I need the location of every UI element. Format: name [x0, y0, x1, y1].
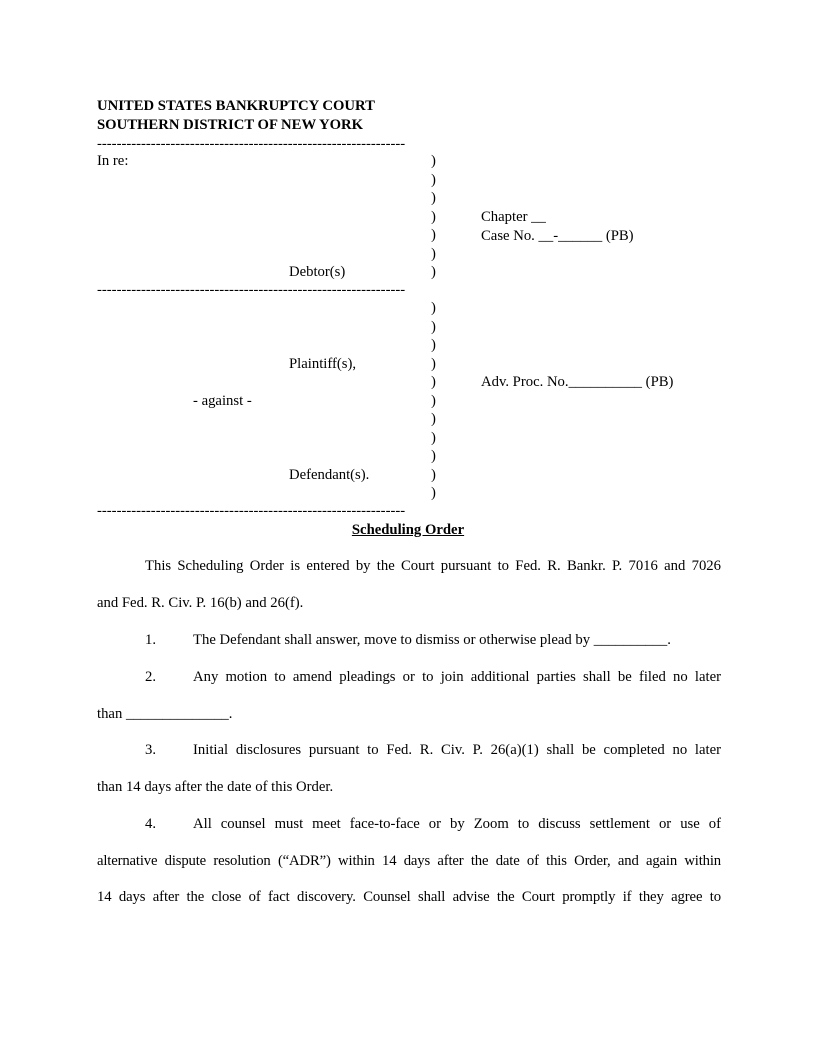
caption-paren: ) [431, 467, 436, 483]
caption-separator-top: --------------------------------------------------------------- [97, 136, 406, 152]
caption-paren: ) [431, 393, 436, 409]
caption-paren: ) [431, 227, 436, 243]
in-re-label: In re: [97, 153, 129, 169]
case-number-field: Case No. __-______ (PB) [481, 228, 634, 244]
item-1-line-1: The Defendant shall answer, move to dismiss or otherwise plead by __________. [193, 632, 671, 648]
caption-paren: ) [431, 337, 436, 353]
debtor-label: Debtor(s) [289, 264, 346, 280]
item-number: 1. [145, 632, 157, 648]
caption-paren: ) [431, 319, 436, 335]
intro-line-2: and Fed. R. Civ. P. 16(b) and 26(f). [97, 595, 304, 611]
item-number: 2. [145, 669, 157, 685]
caption-separator-middle: --------------------------------------------------------------- [97, 282, 406, 298]
item-number: 3. [145, 742, 157, 758]
caption-paren: ) [431, 485, 436, 501]
caption-paren: ) [431, 172, 436, 188]
against-label: - against - [193, 393, 252, 409]
caption-paren: ) [431, 190, 436, 206]
document-title: Scheduling Order [351, 522, 465, 538]
caption-paren: ) [431, 153, 436, 169]
caption-paren: ) [431, 209, 436, 225]
intro-line-1: This Scheduling Order is entered by the Court pursuant to Fed. R. Bankr. P. 7016 and 7026 [145, 558, 721, 574]
caption-paren: ) [431, 300, 436, 316]
caption-paren: ) [431, 374, 436, 390]
item-3-line-1: Initial disclosures pursuant to Fed. R. Civ. P. 26(a)(1) shall be completed no later [193, 742, 721, 758]
item-4-line-1: All counsel must meet face-to-face or by Zoom to discuss settlement or use of [193, 816, 721, 832]
item-number: 4. [145, 816, 157, 832]
adversary-proceeding-number-field: Adv. Proc. No.__________ (PB) [481, 374, 674, 390]
caption-paren: ) [431, 264, 436, 280]
caption-paren: ) [431, 246, 436, 262]
chapter-field: Chapter __ [481, 209, 546, 225]
court-district: SOUTHERN DISTRICT OF NEW YORK [97, 117, 364, 133]
caption-paren: ) [431, 411, 436, 427]
item-4-line-3: 14 days after the close of fact discovery. Counsel shall advise the Court promptly if they agree to [97, 889, 721, 905]
item-2-line-1: Any motion to amend pleadings or to join additional parties shall be filed no later [193, 669, 721, 685]
caption-paren: ) [431, 430, 436, 446]
caption-paren: ) [431, 356, 436, 372]
item-2-line-2: than ______________. [97, 706, 233, 722]
plaintiff-label: Plaintiff(s), [289, 356, 357, 372]
caption-paren: ) [431, 448, 436, 464]
caption-separator-bottom: --------------------------------------------------------------- [97, 503, 406, 519]
defendant-label: Defendant(s). [289, 467, 370, 483]
item-3-line-2: than 14 days after the date of this Order. [97, 779, 334, 795]
item-4-line-2: alternative dispute resolution (“ADR”) within 14 days after the date of this Order, and again within [97, 853, 721, 869]
court-name: UNITED STATES BANKRUPTCY COURT [97, 98, 375, 114]
